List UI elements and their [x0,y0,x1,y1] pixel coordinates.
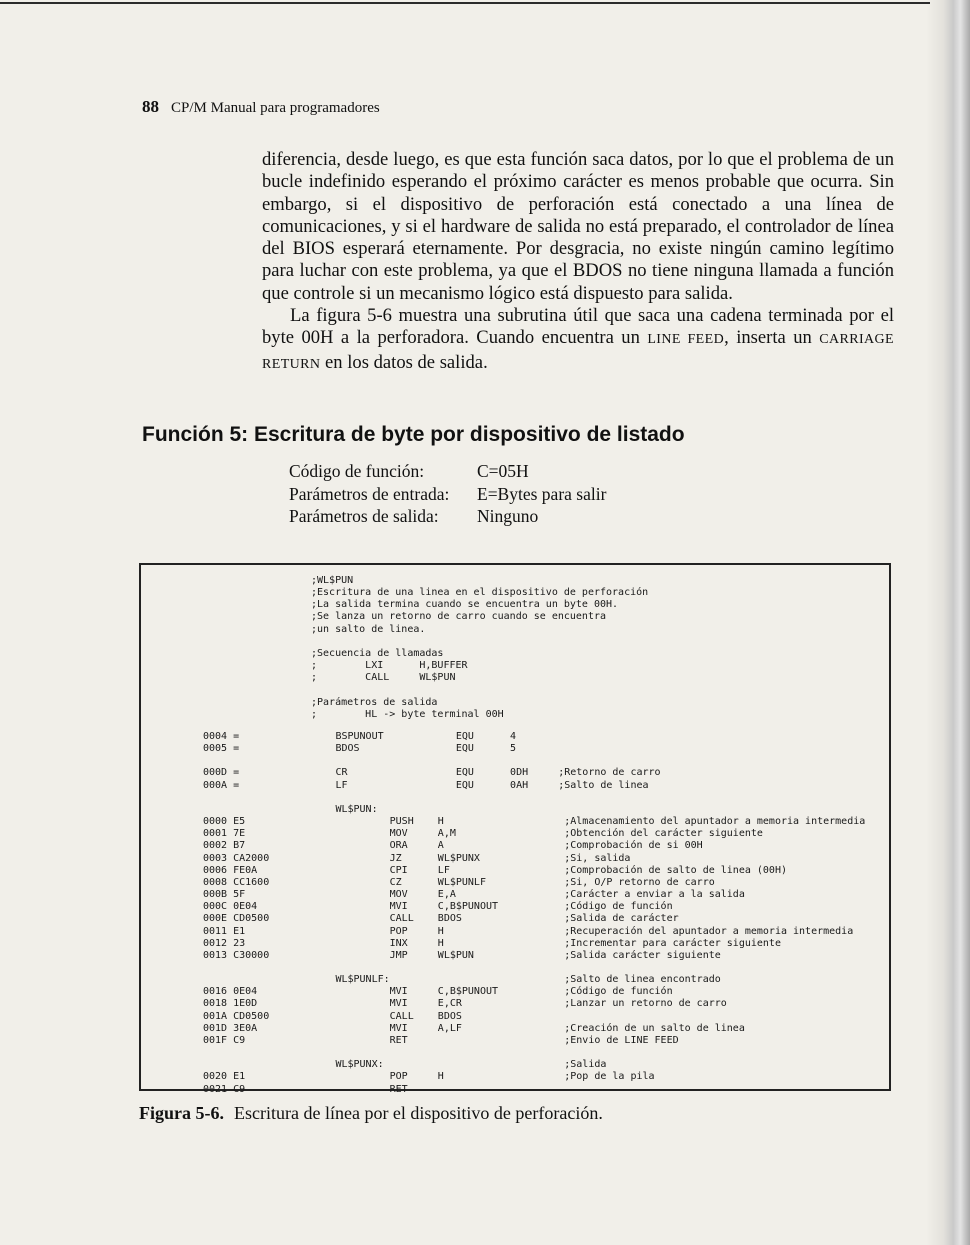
figure-caption [139,1103,603,1124]
carriage-return-term: CARRIAGE RETURN [262,332,895,372]
page-top-rule [0,2,930,4]
paragraph-2-part-3: en los datos de salida. [320,351,488,373]
book-binding-edge [926,0,970,1245]
body-text [262,149,894,376]
param-label: Parámetros de salida: [289,506,439,526]
code-listing-box [139,563,891,1095]
line-feed-term: LINE FEED [647,332,725,348]
param-value: C=05H [477,461,529,481]
function-parameters [289,460,606,528]
paragraph-2 [262,305,894,376]
param-value: E=Bytes para salir [477,483,607,504]
figure-caption-text: Escritura de línea por el dispositivo de perforación. [234,1103,603,1123]
assembly-listing: 0004 = BSPUNOUT EQU 4 0005 = BDOS EQU 5 000D = CR EQU 0DH ;Retorno de carro 000A = LF EQU 0AH ;Salto de linea WL$PUN: 0000 E5 PUSH H ;Almacenamiento del apuntador a memoria intermedia 0001 7E MOV A,M ;Obtención del carácter siguiente 0002 B7 ORA A ;Comprobación de si 00H 0003 CA2000 JZ WL$PUNX ;Si, salida 0006 FE0A CPI LF ;Comprobación de salto de linea (00H) 0008 CC1600 CZ WL$PUNLF ;Si, O/P retorno de carro 000B 5F MOV E,A ;Carácter a enviar a la salida 000C 0E04 MVI C,B$PUNOUT ;Código de función 000E CD0500 CALL BDOS ;Salida de carácter 0011 E1 POP H ;Recuperación del apuntador a memoria intermedia 0012 23 INX H ;Incrementar para carácter siguiente 0013 C30000 JMP WL$PUN ;Salida carácter siguiente WL$PUNLF: ;Salto de linea encontrado 0016 0E04 MVI C,B$PUNOUT ;Código de función 0018 1E0D MVI E,CR ;Lanzar un retorno de carro 001A CD0500 CALL BDOS 001D 3E0A MVI A,LF ;Creación de un salto de linea 001F C9 RET ;Envio de LINE FEED WL$PUNX: ;Salida 0020 E1 POP H ;Pop de la pila 0021 C9 RET [203,731,866,1095]
param-row [289,460,606,483]
paragraph-2-part-2: , inserta un [724,327,820,349]
listing-header-comments: ;WL$PUN ;Escritura de una linea en el dispositivo de perforación ;La salida termina cuando se encuentra un byte 00H. ;Se lanza un retorno de carro cuando se encuentra ;un salto de linea. ;Secuencia de llamadas ; LXI H,BUFFER ; CALL WL$PUN ;Parámetros de salida ; HL -> byte terminal 00H [311,575,649,720]
param-label: Código de función: [289,461,425,481]
paragraph-2-part-1: La figura 5-6 muestra una subrutina útil que saca una cadena terminada por el byte 00H a la perforadora. Cuando encuentra un [262,305,894,349]
paragraph-1: diferencia, desde luego, es que esta función saca datos, por lo que el problema de un bucle indefinido esperando el próximo carácter es menos probable que ocurra. Sin embargo, si el dispositivo de perforación está conectado a una línea de comunicaciones, y si el hardware de salida no está preparado, el controlador de línea del BIOS esperará eternamente. Por desgracia, no existe ningún camino legítimo para luchar con este problema, ya que el BDOS no tiene ninguna llamada a función que controle si un mecanismo lógico está dispuesto para salida. [262,149,894,304]
param-row [289,483,606,506]
param-label: Parámetros de entrada: [289,483,450,504]
param-value: Ninguno [477,506,539,526]
param-row [289,505,606,528]
section-title: Función 5: Escritura de byte por dispositivo de listado [142,423,685,446]
page-number: 88 [142,97,159,116]
running-title: CP/M Manual para programadores [171,100,380,116]
running-header [142,97,380,117]
figure-label: Figura 5-6. [139,1103,224,1123]
